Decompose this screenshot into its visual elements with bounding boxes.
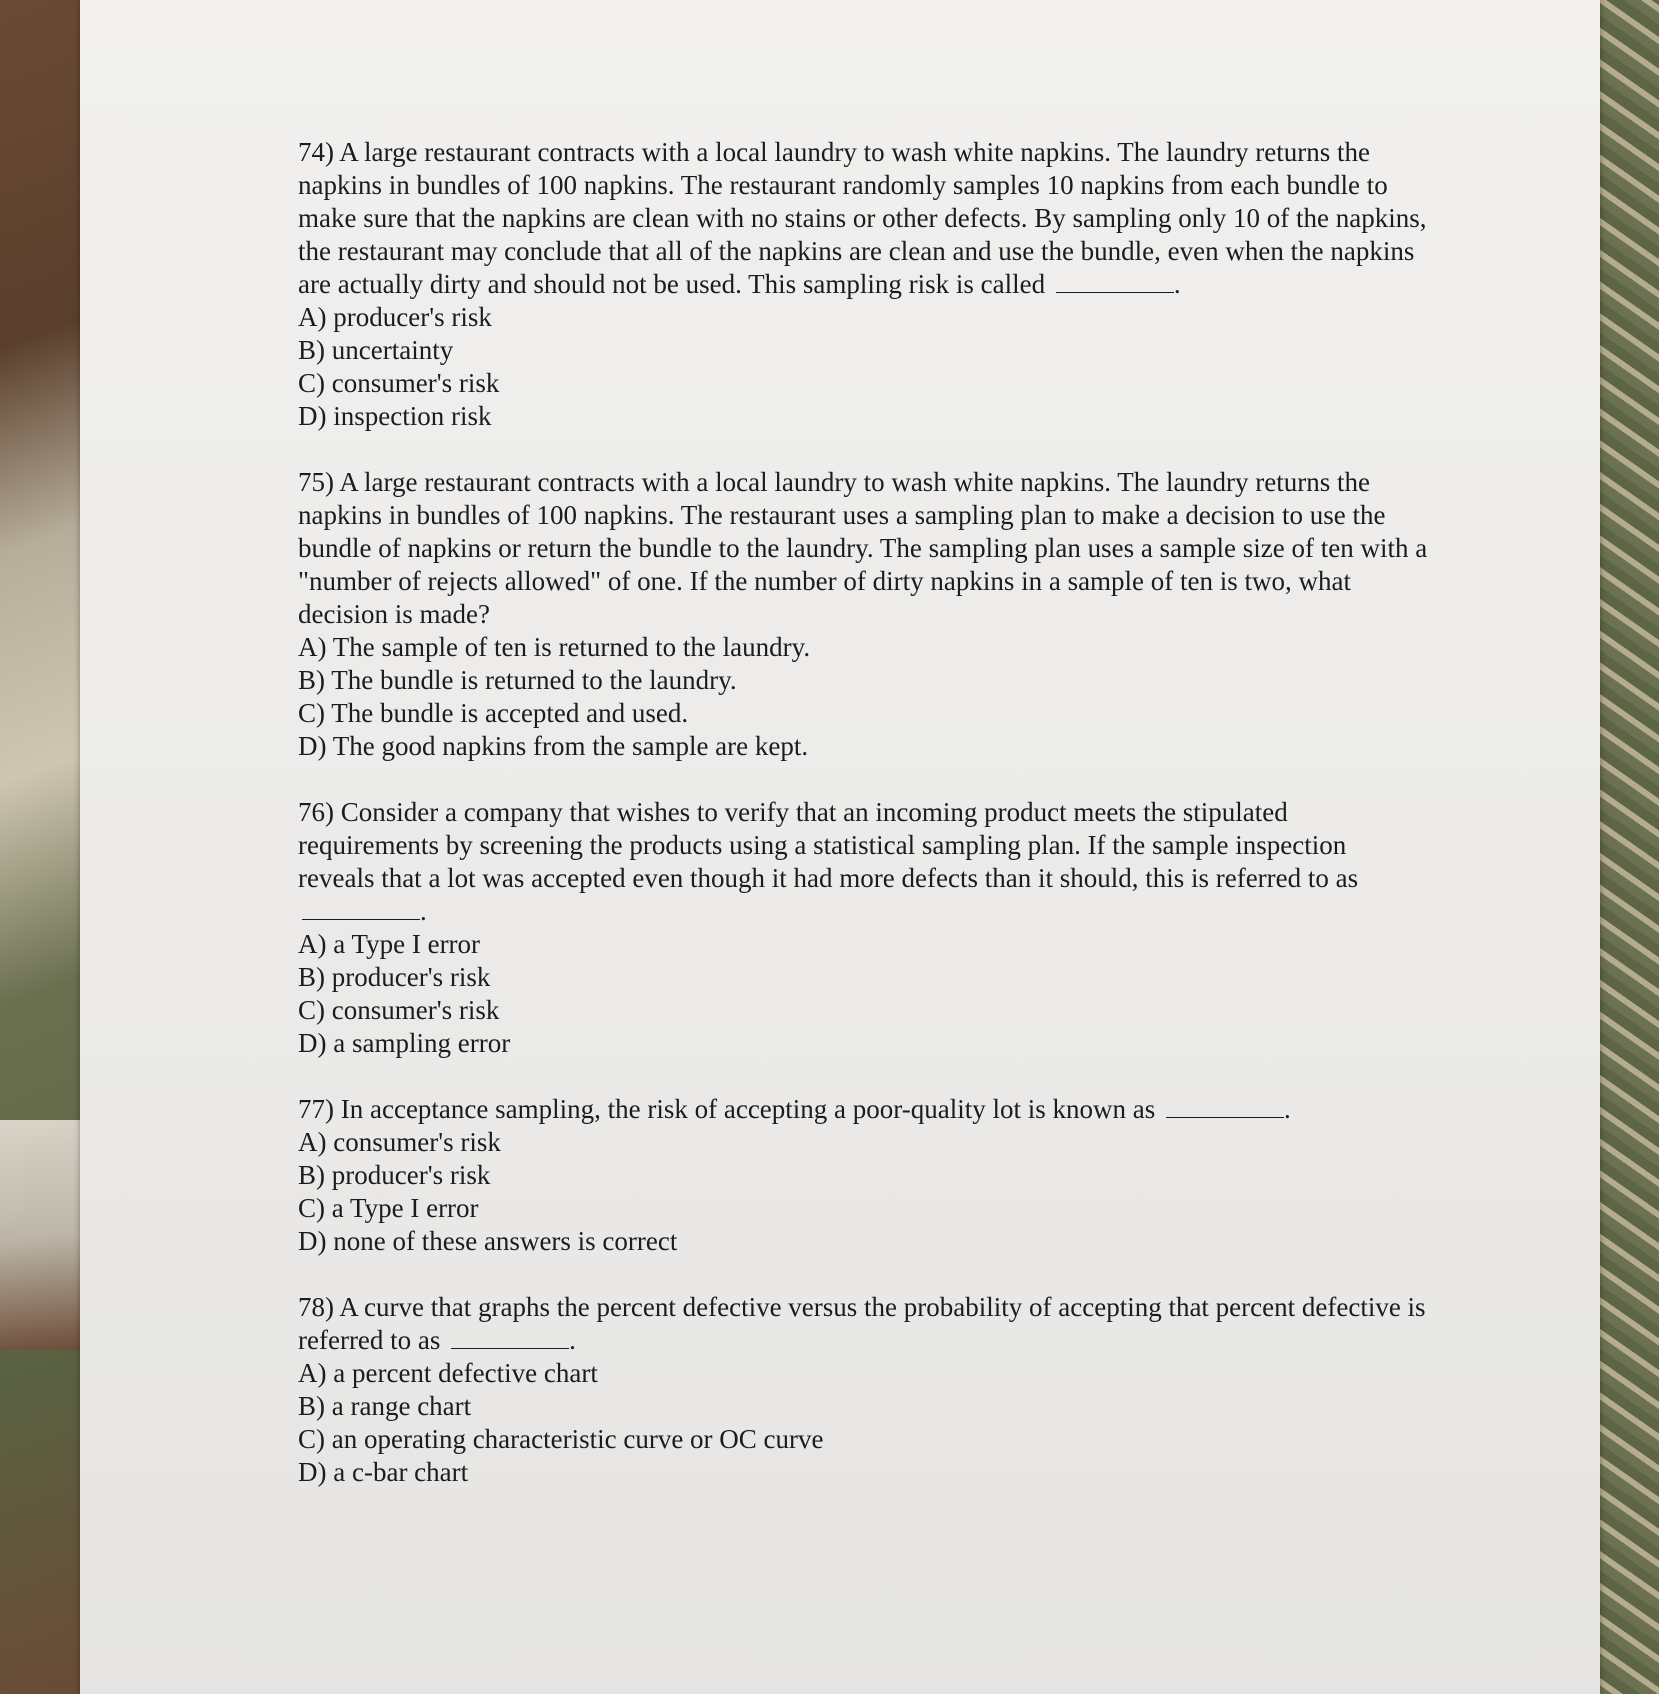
question-text: Consider a company that wishes to verify that an incoming product meets the stipulated requirements by screening the products using a statistical sampling plan. If the sample inspection reveals that a lot was accepted even though it had more defects than it should, this is referred to as <box>298 797 1359 893</box>
option-letter: B) <box>298 665 325 695</box>
option-letter: B) <box>298 335 325 365</box>
option-letter: B) <box>298 1160 325 1190</box>
question-number: 77) <box>298 1094 334 1124</box>
option-a <box>298 928 1428 961</box>
option-text: a Type I error <box>333 929 481 959</box>
question-stem <box>298 796 1428 928</box>
option-b <box>298 1390 1428 1423</box>
option-text: inspection risk <box>333 401 492 431</box>
option-letter: C) <box>298 1193 325 1223</box>
answer-options <box>298 1126 1428 1258</box>
option-c <box>298 1423 1428 1456</box>
option-text: a sampling error <box>333 1028 511 1058</box>
question-text: In acceptance sampling, the risk of accepting a poor-quality lot is known as <box>340 1094 1156 1124</box>
background-tablecloth-right <box>1595 0 1659 1694</box>
option-d <box>298 1456 1428 1489</box>
option-c <box>298 994 1428 1027</box>
option-d <box>298 1225 1428 1258</box>
answer-options <box>298 1357 1428 1489</box>
question-78 <box>298 1291 1428 1489</box>
option-text: The sample of ten is returned to the laundry. <box>332 632 811 662</box>
option-text: producer's risk <box>333 302 492 332</box>
option-text: a Type I error <box>331 1193 479 1223</box>
option-text: a c-bar chart <box>333 1457 469 1487</box>
option-text: The bundle is returned to the laundry. <box>331 665 737 695</box>
option-letter: D) <box>298 1457 327 1487</box>
answer-options <box>298 928 1428 1060</box>
question-text: A large restaurant contracts with a local laundry to wash white napkins. The laundry returns the napkins in bundles of 100 napkins. The restaurant uses a sampling plan to make a decision to use the bundle of napkins or return the bundle to the laundry. The sampling plan uses a sample size of ten with a "number of rejects allowed" of one. If the number of dirty napkins in a sample of ten is two, what decision is made? <box>298 467 1428 629</box>
option-b <box>298 1159 1428 1192</box>
option-text: none of these answers is correct <box>333 1226 678 1256</box>
option-b <box>298 664 1428 697</box>
answer-options <box>298 631 1428 763</box>
option-d <box>298 400 1428 433</box>
option-a <box>298 631 1428 664</box>
question-stem <box>298 136 1428 301</box>
stem-end: . <box>420 896 427 926</box>
answer-blank <box>1166 1095 1284 1118</box>
question-stem <box>298 1291 1428 1357</box>
option-letter: C) <box>298 698 325 728</box>
option-b <box>298 334 1428 367</box>
question-75 <box>298 466 1428 763</box>
question-text: A curve that graphs the percent defective versus the probability of accepting that percent defective is referred to as <box>298 1292 1426 1355</box>
option-c <box>298 367 1428 400</box>
option-a <box>298 1357 1428 1390</box>
option-text: an operating characteristic curve or OC curve <box>331 1424 824 1454</box>
question-list <box>298 136 1428 1522</box>
option-text: producer's risk <box>331 962 491 992</box>
question-stem <box>298 1093 1428 1126</box>
option-letter: D) <box>298 1028 327 1058</box>
question-number: 74) <box>298 137 334 167</box>
option-letter: C) <box>298 368 325 398</box>
option-text: consumer's risk <box>333 1127 501 1157</box>
question-stem <box>298 466 1428 631</box>
option-letter: B) <box>298 1391 325 1421</box>
option-letter: D) <box>298 401 327 431</box>
question-76 <box>298 796 1428 1060</box>
option-a <box>298 1126 1428 1159</box>
option-letter: A) <box>298 929 327 959</box>
answer-blank <box>451 1326 569 1349</box>
option-text: a range chart <box>331 1391 472 1421</box>
option-a <box>298 301 1428 334</box>
option-letter: B) <box>298 962 325 992</box>
option-d <box>298 1027 1428 1060</box>
question-77 <box>298 1093 1428 1258</box>
option-letter: A) <box>298 632 327 662</box>
option-text: The good napkins from the sample are kept. <box>332 731 809 761</box>
answer-options <box>298 301 1428 433</box>
option-text: consumer's risk <box>331 995 500 1025</box>
question-text: A large restaurant contracts with a local laundry to wash white napkins. The laundry returns the napkins in bundles of 100 napkins. The restaurant randomly samples 10 napkins from each bundle to make sure that the napkins are clean with no stains or other defects. By sampling only 10 of the napkins, the restaurant may conclude that all of the napkins are clean and use the bundle, even when the napkins are actually dirty and should not be used. This sampling risk is called <box>298 137 1427 299</box>
stem-end: . <box>1173 269 1181 299</box>
option-b <box>298 961 1428 994</box>
option-text: consumer's risk <box>331 368 500 398</box>
option-c <box>298 697 1428 730</box>
option-letter: A) <box>298 1358 327 1388</box>
stem-end: . <box>1283 1094 1291 1124</box>
answer-blank <box>302 897 420 920</box>
option-letter: D) <box>298 1226 327 1256</box>
option-letter: C) <box>298 1424 325 1454</box>
option-text: uncertainty <box>331 335 454 365</box>
stem-end: . <box>569 1325 576 1355</box>
option-c <box>298 1192 1428 1225</box>
option-letter: A) <box>298 1127 327 1157</box>
option-text: producer's risk <box>331 1160 491 1190</box>
option-letter: D) <box>298 731 327 761</box>
option-text: a percent defective chart <box>333 1358 598 1388</box>
option-letter: C) <box>298 995 325 1025</box>
option-d <box>298 730 1428 763</box>
option-letter: A) <box>298 302 327 332</box>
question-number: 78) <box>298 1292 334 1322</box>
option-text: The bundle is accepted and used. <box>331 698 689 728</box>
question-number: 76) <box>298 797 334 827</box>
question-74 <box>298 136 1428 433</box>
answer-blank <box>1056 270 1174 293</box>
question-number: 75) <box>298 467 334 497</box>
